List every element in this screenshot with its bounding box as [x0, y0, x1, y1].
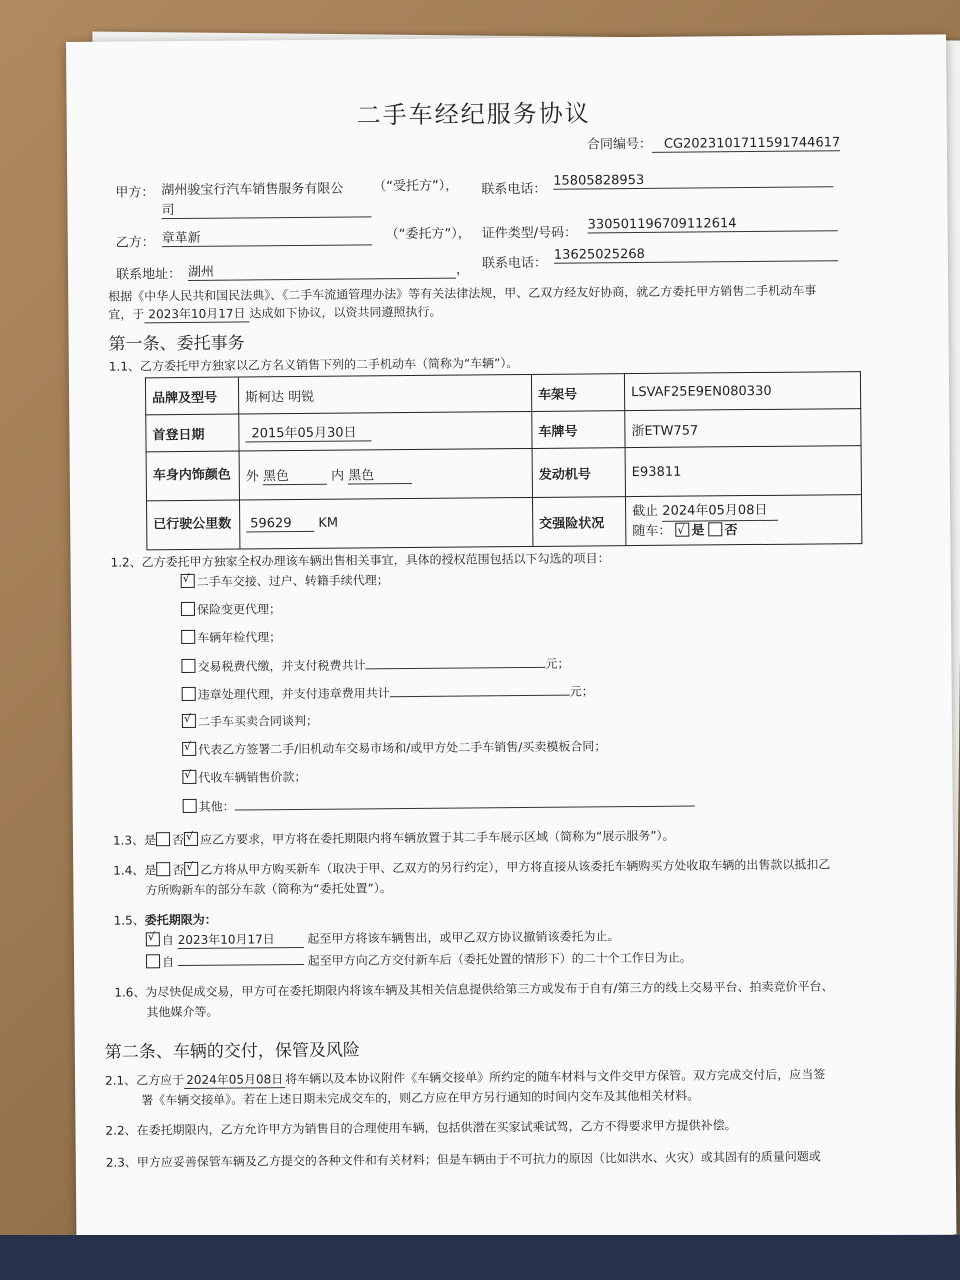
clause-2-3 [106, 1147, 821, 1170]
authorization-item [181, 628, 281, 646]
contract-number [587, 131, 840, 153]
reg-date-value: 2015年05月30日 [245, 421, 371, 442]
brand-label: 品牌及型号 [145, 377, 238, 415]
authorization-checkbox[interactable] [182, 714, 196, 728]
clause-1-3-yes-checkbox[interactable] [156, 832, 170, 846]
clause-1-4-no-label: 否 [172, 862, 185, 878]
preamble-date: 2023年10月17日 [144, 304, 249, 323]
authorization-item [182, 712, 318, 730]
authorization-label: 代收车辆销售价款； [198, 769, 307, 785]
clause-1-1 [109, 354, 519, 375]
color-inner-value: 黑色 [348, 464, 412, 485]
clause-2-1-prefix: 乙方应于 [136, 1073, 185, 1088]
clause-2-1-date: 2024年05月08日 [184, 1070, 285, 1089]
authorization-label: 其他： [198, 799, 235, 814]
party-b-label: 乙方： [115, 235, 155, 251]
clause-1-4-line2: 方所购新车的部分车款（简称为“委托处置”）。 [145, 881, 392, 898]
authorization-label: 违章处理代理，并支付违章费用共计 [197, 686, 390, 702]
section-1-heading: 第一条、委托事务 [108, 333, 245, 355]
authorization-item [182, 737, 606, 758]
clause-2-1-text: 将车辆以及本协议附件《车辆交接单》所约定的随车材料与文件交甲方保管。双方完成交付后，应当签 [285, 1067, 826, 1087]
color-label: 车身内饰颜色 [146, 451, 239, 501]
clause-1-1-text: 乙方委托甲方独家以乙方名义销售下列的二手机动车（简称为“车辆”）。 [139, 356, 519, 374]
authorization-item [182, 681, 594, 703]
clause-1-5-option-b [146, 947, 692, 971]
clause-1-5-number: 1.5、 [113, 913, 145, 928]
vin-label: 车架号 [531, 374, 624, 412]
amount-blank [390, 682, 570, 698]
period-b-from-label: 自 [161, 955, 175, 970]
clause-1-3-number: 1.3、 [112, 833, 145, 848]
document-title: 二手车经纪服务协议 [356, 99, 591, 130]
preamble-suffix: 达成如下协议，以资共同遵照执行。 [249, 304, 442, 321]
clause-1-3-no-checkbox[interactable] [184, 832, 198, 846]
authorization-checkbox[interactable] [181, 574, 195, 588]
insurance-until-label: 截止 [632, 503, 659, 519]
insurance-yes-checkbox[interactable] [675, 522, 689, 536]
clause-1-3-no-label: 否 [172, 833, 185, 848]
section-2-heading: 第二条、车辆的交付，保管及风险 [104, 1040, 360, 1063]
mileage-cell [240, 497, 533, 549]
amount-unit: 元； [569, 684, 594, 699]
period-a-checkbox[interactable] [146, 932, 160, 946]
insurance-cell [625, 495, 861, 546]
clause-2-2-number: 2.2、 [105, 1123, 137, 1138]
period-a-date: 2023年10月17日 [178, 930, 304, 949]
table-row [146, 409, 861, 452]
period-a-from-label: 自 [161, 933, 174, 948]
clause-1-3-yes-label: 是 [144, 833, 157, 848]
clause-2-1 [105, 1065, 825, 1089]
preamble-line2 [108, 303, 441, 324]
color-outer-value: 黑色 [263, 465, 327, 486]
address-value: 湖州 [188, 259, 456, 281]
insurance-no-label: 否 [724, 522, 738, 538]
address-label: 联系地址： [115, 267, 182, 283]
clause-1-6-line2: 其他媒介等。 [146, 1004, 219, 1020]
clause-1-3 [113, 827, 675, 849]
engine-value: E93811 [625, 446, 861, 497]
party-a-name-line1: 湖州骏宝行汽车销售服务有限公 [161, 181, 344, 199]
clause-1-4-text-line1: 乙方将从甲方购买新车（取决于甲、乙双方的另行约定），甲方将直接从该委托车辆购买方处收取车辆的出售款以抵扣乙 [200, 857, 831, 877]
authorization-checkbox[interactable] [181, 602, 195, 616]
vin-value: LSVAF25E9EN080330 [624, 372, 860, 411]
mileage-unit: KM [318, 515, 339, 531]
insurance-label: 交强险状况 [532, 497, 625, 547]
period-b-checkbox[interactable] [146, 954, 160, 968]
plate-value: 浙ETW757 [625, 409, 861, 448]
authorization-checkbox[interactable] [182, 687, 196, 701]
authorization-item [181, 654, 569, 675]
clause-1-6-text-line1: 为尽快促成交易，甲方可在委托期限内将该车辆及其相关信息提供给第三方或发布于自有/第三方的线上交易平台、拍卖竞价平台、 [145, 979, 834, 1000]
authorization-label: 交易税费代缴，并支付税费共计 [197, 658, 366, 674]
clause-1-4 [113, 855, 830, 878]
clause-2-2-text: 在委托期限内，乙方允许甲方为销售目的合理使用车辆，包括供潜在买家试乘试驾，乙方不得要求甲方提供补偿。 [136, 1118, 737, 1138]
party-a-name-line2: 司 [161, 197, 371, 219]
table-row [147, 495, 862, 550]
address-comma: ， [455, 262, 470, 278]
contract-number-value: CG2023101711591744617 [652, 135, 840, 153]
insurance-no-checkbox[interactable] [709, 522, 723, 536]
clause-2-3-number: 2.3、 [105, 1155, 137, 1170]
clause-1-6 [114, 977, 833, 1000]
clause-1-5 [114, 911, 217, 929]
contract-number-label: 合同编号： [586, 136, 652, 153]
brand-value: 斯柯达 明锐 [238, 374, 531, 414]
mileage-value: 59629 [246, 516, 314, 533]
authorization-label: 保险变更代理； [196, 602, 282, 617]
color-cell [239, 448, 532, 500]
other-blank [235, 793, 695, 811]
table-row [146, 446, 861, 501]
insurance-yes-label: 是 [691, 522, 705, 539]
party-b-id-label: 证件类型/号码： [481, 225, 578, 242]
clause-1-5-title: 委托期限为： [144, 912, 217, 928]
clause-1-3-text: 应乙方要求，甲方将在委托期限内将车辆放置于其二手车展示区域（简称为“展示服务”）。 [200, 828, 675, 847]
clause-1-1-number: 1.1、 [108, 359, 140, 374]
color-inner-label: 内 [331, 468, 345, 484]
mileage-label: 已行驶公里数 [147, 500, 240, 550]
authorization-checkbox[interactable] [181, 630, 195, 644]
clause-1-2 [110, 549, 609, 570]
party-b-role: （“委托方”）， [385, 226, 471, 243]
authorization-item [181, 571, 389, 590]
clause-1-4-yes-checkbox[interactable] [156, 862, 170, 876]
authorization-label: 二手车买卖合同谈判； [197, 713, 319, 729]
authorization-checkbox[interactable] [182, 770, 196, 784]
period-b-date-blank [178, 950, 304, 966]
authorization-label: 二手车交接、过户、转籍手续代理； [196, 573, 389, 589]
clause-2-2 [105, 1116, 736, 1139]
clause-1-2-number: 1.2、 [110, 555, 142, 570]
insurance-follow-label: 随车： [632, 523, 672, 539]
party-a-label: 甲方： [115, 185, 155, 201]
party-b-phone-label: 联系电话： [481, 255, 548, 272]
clause-1-4-yes-label: 是 [144, 863, 157, 878]
vehicle-table [145, 371, 862, 550]
plate-label: 车牌号 [532, 411, 625, 449]
reg-date-cell [239, 411, 532, 451]
authorization-label: 代表乙方签署二手/旧机动车交易市场和/或甲方处二手车销售/买卖模板合同； [198, 739, 607, 757]
party-a-phone-label: 联系电话： [481, 181, 547, 198]
clause-2-1-line2: 署《车辆交接单》。若在上述日期未完成交车的，则乙方应在甲方另行通知的时间内交车及其他相关材料。 [141, 1088, 700, 1108]
party-b-id: 330501196709112614 [588, 215, 838, 233]
amount-unit: 元； [545, 656, 570, 671]
clause-1-6-number: 1.6、 [114, 985, 146, 1000]
party-a-role: （“受托方”）， [373, 178, 459, 195]
color-outer-label: 外 [245, 469, 259, 485]
preamble-line1: 根据《中华人民共和国民法典》、《二手车流通管理办法》等有关法律法规，甲、乙双方经友好协商，就乙方委托甲方销售二手机动车事 [108, 283, 817, 304]
contract-page [66, 34, 956, 1242]
authorization-checkbox[interactable] [181, 659, 195, 673]
engine-label: 发动机号 [532, 448, 625, 498]
authorization-label: 车辆年检代理； [197, 630, 282, 645]
insurance-until-value: 2024年05月08日 [662, 500, 778, 521]
authorization-item [183, 793, 695, 815]
authorization-checkbox[interactable] [182, 742, 196, 756]
clause-1-5-option-a [146, 927, 620, 949]
reg-date-label: 首登日期 [146, 414, 239, 452]
amount-blank [365, 654, 545, 670]
clause-2-3-text: 甲方应妥善保管车辆及乙方提交的各种文件和有关材料；但是车辆由于不可抗力的原因（比如洪水、火灾）或其固有的质量问题或 [136, 1149, 821, 1170]
period-b-text: 起至甲方向乙方交付新车后（委托处置的情形下）的二十个工作日为止。 [307, 950, 692, 968]
authorization-item [182, 768, 306, 786]
clause-2-1-number: 2.1、 [105, 1073, 137, 1088]
preamble-prefix: 宜，于 [108, 307, 145, 322]
clause-1-2-text: 乙方委托甲方独家全权办理该车辆出售相关事宜，具体的授权范围包括以下勾选的项目： [141, 551, 610, 570]
period-a-text: 起至甲方将该车辆售出，或甲乙双方协议撤销该委托为止。 [307, 929, 620, 946]
party-b-phone: 13625025268 [554, 245, 838, 263]
clause-1-4-no-checkbox[interactable] [184, 862, 198, 876]
desk-edge [0, 1235, 960, 1280]
authorization-checkbox[interactable] [183, 799, 197, 813]
clause-1-4-number: 1.4、 [113, 863, 145, 878]
party-a-phone: 15805828953 [553, 171, 833, 189]
table-row [145, 372, 860, 415]
party-b-name: 章革新 [162, 225, 372, 247]
authorization-item [181, 600, 281, 618]
